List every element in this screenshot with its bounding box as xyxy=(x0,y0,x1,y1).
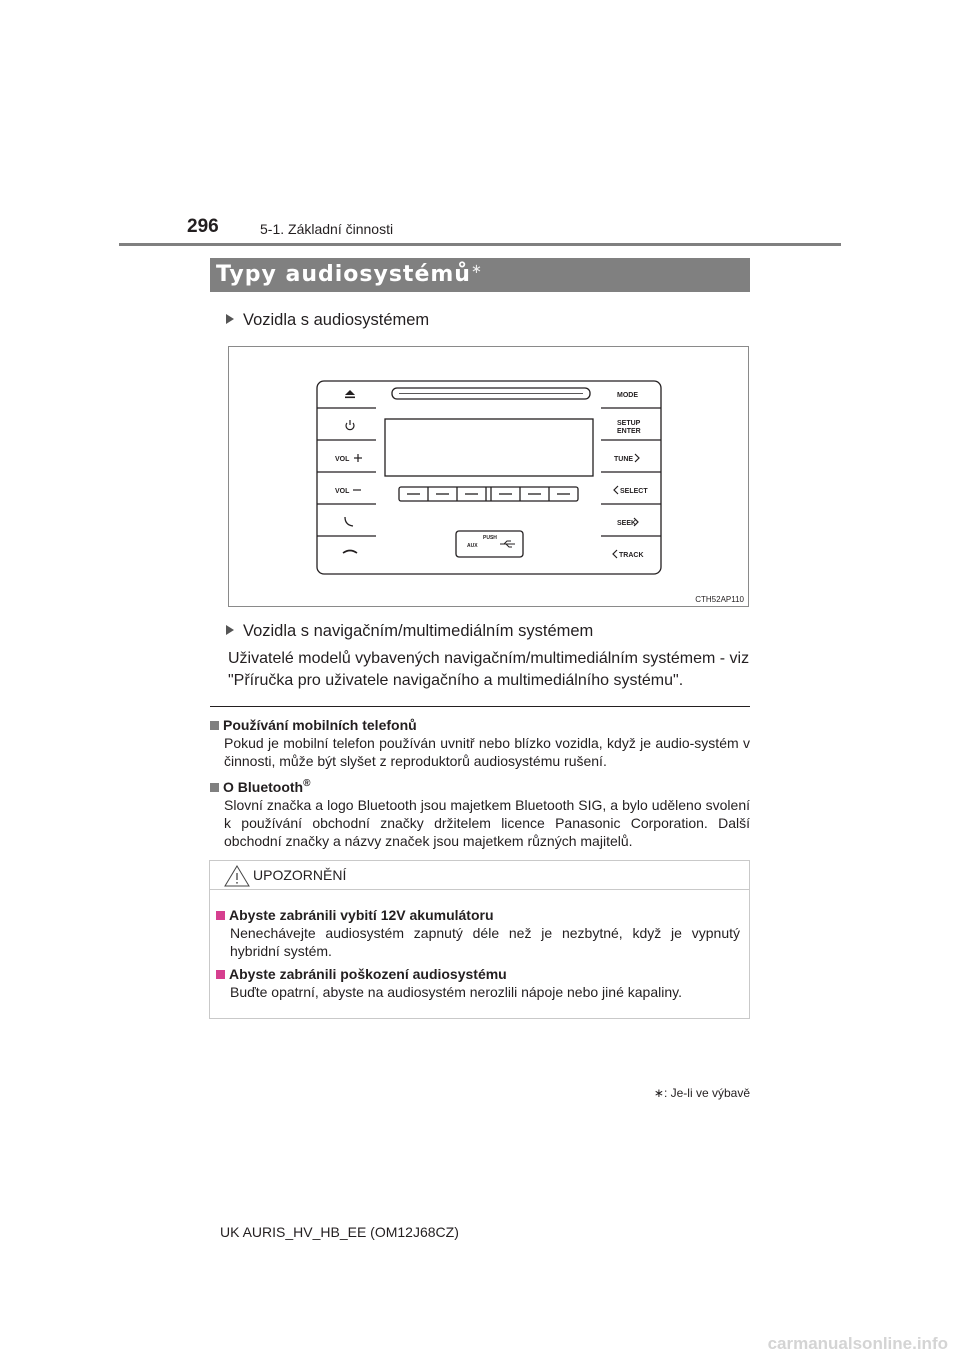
vol-minus-label: VOL xyxy=(335,488,350,495)
display-window xyxy=(385,419,593,476)
warning-triangle-icon xyxy=(224,865,250,887)
triangle-bullet-icon xyxy=(226,625,234,635)
caution-label: UPOZORNĚNÍ xyxy=(253,867,347,883)
vol-plus-label: VOL xyxy=(335,456,350,463)
caution-body xyxy=(216,903,740,1001)
unit-faceplate xyxy=(317,381,661,574)
caution-box xyxy=(209,860,750,1019)
section-label: 5-1. Základní činnosti xyxy=(260,221,394,237)
section-divider xyxy=(210,706,750,707)
bullet-audio: Vozidla s audiosystémem xyxy=(226,311,429,330)
caution-item-body: Buďte opatrní, abyste na audiosystém nerozlili nápoje nebo jiné kapaliny. xyxy=(230,984,682,1000)
registered-mark: ® xyxy=(303,778,311,789)
page-number: 296 xyxy=(187,216,219,237)
footnote: ∗: Je-li ve výbavě xyxy=(653,1086,750,1100)
audio-unit-figure xyxy=(228,346,749,607)
eject-icon xyxy=(345,390,355,398)
hangup-icon xyxy=(343,551,357,554)
caution-header xyxy=(210,861,749,890)
mode-label: MODE xyxy=(617,392,638,399)
triangle-bullet-icon xyxy=(226,314,234,324)
note-body: Slovní značka a logo Bluetooth jsou majetkem Bluetooth SIG, a bylo uděleno svolení k používání obchodní značky držitelem licence Panasonic Corporation. Další obchodní značky a názvy značek jsou majetkem různých majitelů. xyxy=(224,797,750,849)
track-label: TRACK xyxy=(619,552,644,559)
enter-label: ENTER xyxy=(617,428,641,435)
note-heading: O Bluetooth® xyxy=(210,775,750,796)
push-label: PUSH xyxy=(483,535,497,541)
square-bullet-icon xyxy=(210,721,219,730)
square-bullet-icon xyxy=(216,970,225,979)
header-rule xyxy=(119,243,841,246)
audio-unit-drawing xyxy=(229,347,748,606)
setup-label: SETUP xyxy=(617,420,641,427)
square-bullet-icon xyxy=(216,911,225,920)
note-heading: Používání mobilních telefonů xyxy=(210,716,750,734)
footer-model-code: UK AURIS_HV_HB_EE (OM12J68CZ) xyxy=(220,1224,459,1240)
select-label: SELECT xyxy=(620,488,648,495)
footnote-star: ∗ xyxy=(653,1086,664,1100)
preset-buttons xyxy=(399,487,578,501)
caution-item-heading: Abyste zabránili poškození audiosystému xyxy=(216,965,740,983)
square-bullet-icon xyxy=(210,783,219,792)
phone-icon xyxy=(345,517,353,526)
bullet-navi: Vozidla s navigačním/multimediálním systémem xyxy=(226,622,593,641)
watermark: carmanualsonline.info xyxy=(767,1334,948,1353)
figure-code: CTH52AP110 xyxy=(695,595,744,604)
arrow-left-icon xyxy=(614,486,618,494)
note-body: Pokud je mobilní telefon používán uvnitř nebo blízko vozidla, když je audio-systém v činnosti, může být slyšet z reproduktorů audiosystému rušení. xyxy=(224,735,750,769)
usb-icon xyxy=(500,541,515,547)
caution-item-body: Nenechávejte audiosystém zapnutý déle než je nezbytné, když je vypnutý hybridní systém. xyxy=(230,925,740,959)
tune-label: TUNE xyxy=(614,456,634,463)
arrow-right-icon xyxy=(635,454,639,462)
navi-paragraph: Uživatelé modelů vybavených navigačním/multimediálním systémem - viz "Příručka pro uživatele navigačního a multimediálního systému". xyxy=(228,650,750,689)
arrow-left-icon xyxy=(613,550,617,558)
power-icon xyxy=(346,420,354,430)
aux-label: AUX xyxy=(467,543,478,549)
page-title: Typy audiosystémů∗ xyxy=(216,262,483,287)
seek-label: SEEK xyxy=(617,520,637,527)
caution-item-heading: Abyste zabránili vybití 12V akumulátoru xyxy=(216,906,740,924)
notes-block xyxy=(210,713,750,850)
title-star: ∗ xyxy=(470,262,483,277)
plus-icon xyxy=(354,454,362,462)
